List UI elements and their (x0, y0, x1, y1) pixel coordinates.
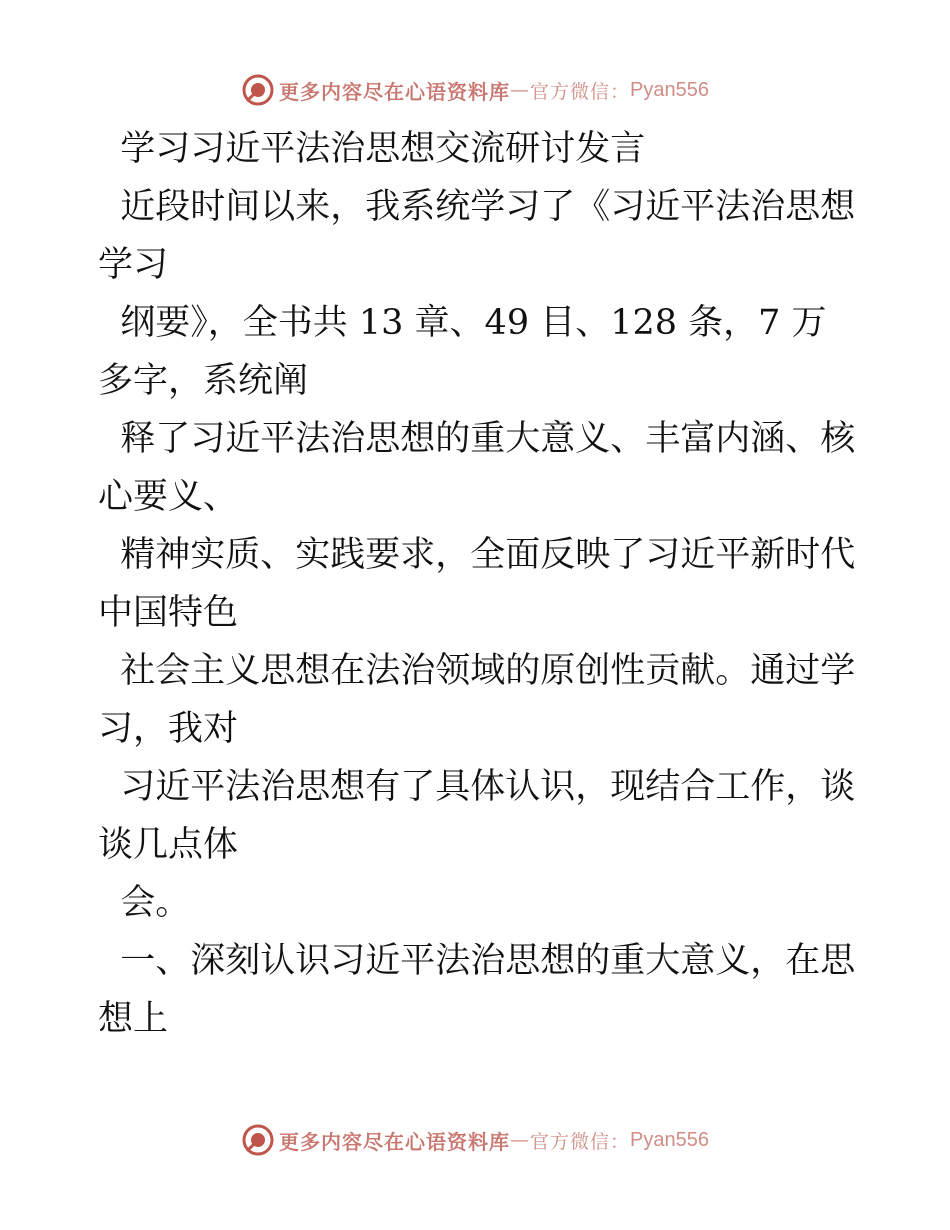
footer-banner (0, 1120, 950, 1160)
paragraph-line: 精神实质、实践要求，全面反映了习近平新时代 (120, 535, 856, 575)
paragraph-continuation: 多字，系统阐 (98, 361, 309, 401)
footer-wechat-label: 官方微信： (530, 1130, 631, 1153)
header-wechat-label: 官方微信： (530, 80, 631, 103)
paragraph-line: 近段时间以来，我系统学习了《习近平法治思想 (120, 187, 856, 227)
seal-logo-icon (241, 1123, 275, 1157)
paragraph-line: 纲要》，全书共 13 章、49 目、128 条，7 万 (120, 303, 827, 343)
paragraph-continuation: 心要义、 (98, 477, 239, 517)
header-wechat-id: Pyan556 (630, 78, 709, 101)
footer-brand-text: 更多内容尽在心语资料库 (279, 1129, 510, 1154)
paragraph-continuation: 谈几点体 (98, 825, 239, 865)
paragraph-line: 会。 (120, 883, 191, 923)
footer-dash: — (510, 1129, 530, 1151)
header-brand-text: 更多内容尽在心语资料库 (279, 79, 510, 104)
paragraph-continuation: 习，我对 (98, 709, 239, 749)
paragraph-line: 习近平法治思想有了具体认识，现结合工作，谈 (120, 767, 856, 807)
paragraph-line: 释了习近平法治思想的重大意义、丰富内涵、核 (120, 419, 856, 459)
header-banner (0, 70, 950, 110)
document-body (98, 120, 858, 1048)
section-heading-line: 一、深刻认识习近平法治思想的重大意义，在思 (120, 941, 856, 981)
seal-logo-icon (241, 73, 275, 107)
paragraph-line: 社会主义思想在法治领域的原创性贡献。通过学 (120, 651, 856, 691)
header-dash: — (510, 79, 530, 101)
document-title: 学习习近平法治思想交流研讨发言 (120, 129, 646, 169)
section-heading-continuation: 想上 (98, 999, 169, 1039)
paragraph-continuation: 学习 (98, 245, 169, 285)
footer-wechat-id: Pyan556 (630, 1128, 709, 1151)
paragraph-continuation: 中国特色 (98, 593, 239, 633)
